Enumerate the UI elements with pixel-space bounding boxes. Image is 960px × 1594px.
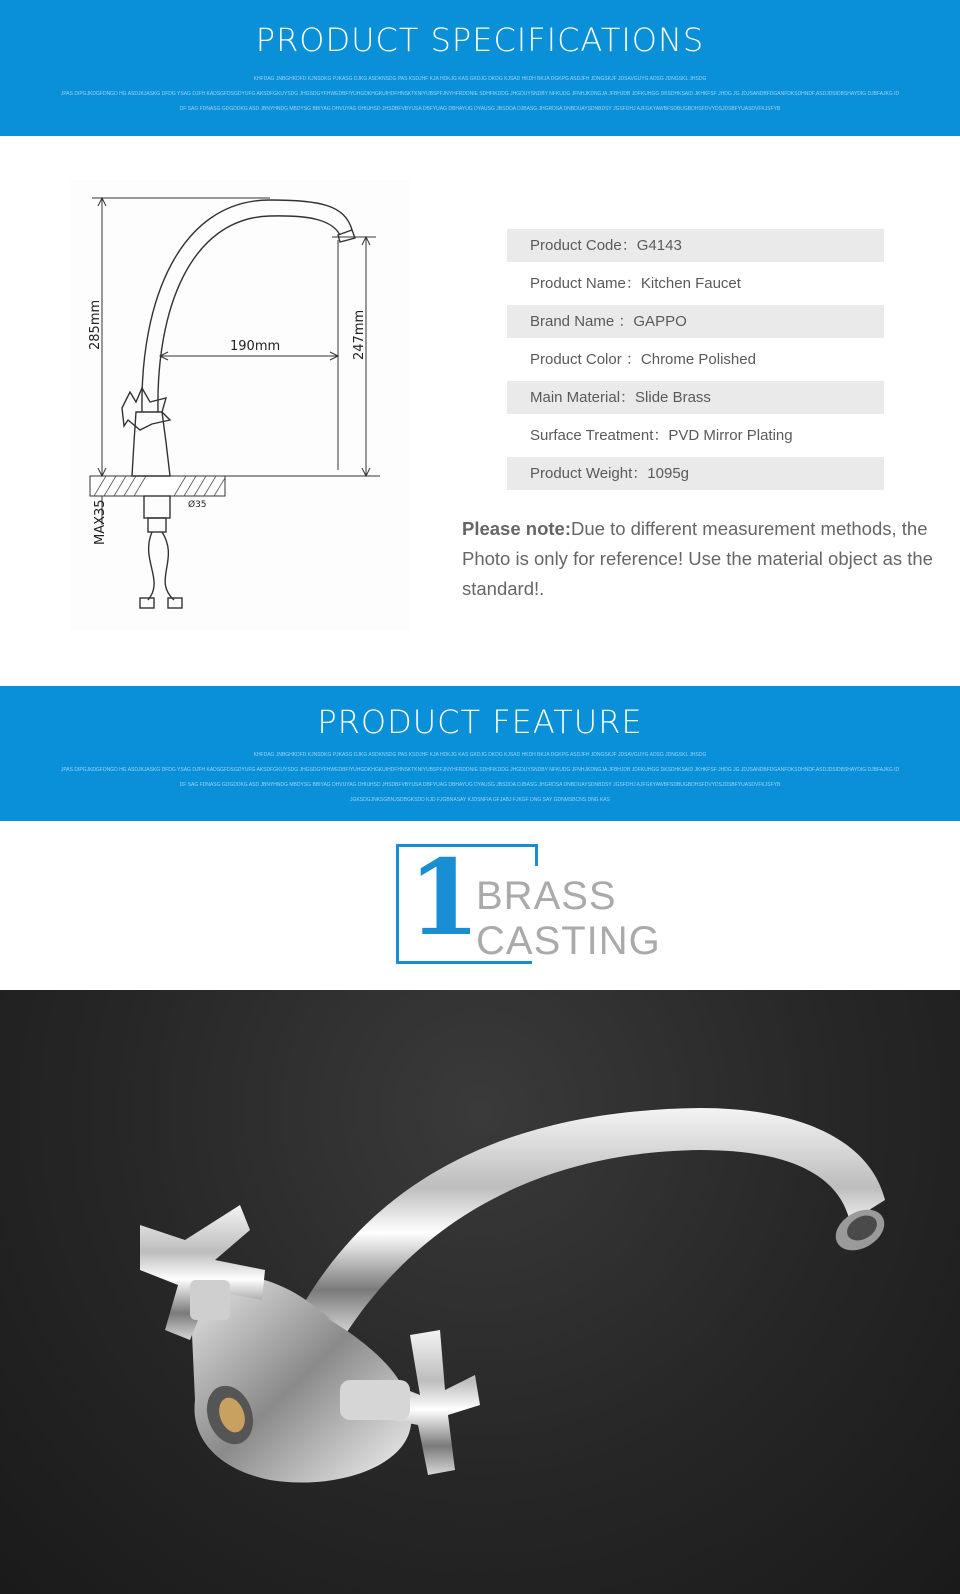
dimension-diagram bbox=[70, 180, 410, 630]
spec-separator: ： bbox=[620, 389, 636, 406]
spec-value: GAPPO bbox=[633, 313, 687, 330]
spec-row-product-name bbox=[507, 267, 884, 300]
spec-separator: ： bbox=[632, 465, 648, 482]
feature-frame-right bbox=[535, 844, 538, 866]
spec-label: Brand Name bbox=[530, 313, 619, 330]
spec-separator: ： bbox=[621, 237, 637, 254]
filler-line: DF SAG FDNASG GDGDDKG ASD JBNYHNDG MBDYSG BBIYAG DHVUYAG DHIUHSD JHSDBFVBYUSA DBFYUAG DBHAYUG DYAUSG JBSDDA DJBASG JHGRDSA DNBDUAYSDNBDSY JGSFDHJ AJFGKYAWBFSDBUGBDHSFDVYDSJDSBFYUASDVFKJSFYB bbox=[179, 782, 781, 788]
feature-title: PRODUCT FEATURE bbox=[317, 703, 643, 741]
reach-label: 190mm bbox=[230, 339, 281, 354]
filler-line: DF SAG FDNASG GDGDDKG ASD JBNYHNDG MBDYSG BBIYAG DHVUYAG DHIUHSD JHSDBFVBYUSA DBFYUAG DBHAYUG DYAUSG JBSDDA DJBASG JHGRDSA DNBDUAYSDNBDSY JGSFDHJ AJFGKYAWBFSDBUGBDHSFDVYDSJDSBFYUASDVFKJSFYB bbox=[179, 106, 781, 112]
spec-row-brand-name bbox=[507, 305, 884, 338]
spec-label: Surface Treatment bbox=[530, 427, 654, 444]
deck-plate bbox=[90, 476, 225, 496]
note-text: Due to different measurement methods, the Photo is only for reference! Use the material object as the standard!. bbox=[462, 518, 933, 599]
filler-line: JPAS DIPGJKDGFDNGD HG ASDJKJASKG DFDG YSAG DJFH KADSGFDSGDYUFG AKSDFGKUYSDG JHGSDGYFHWEDBFIYUHGDKHGKUIHDFHNSKTKNIYUBSPFJNYHFRDDNIE SDHFIKDDG JHGDUYSNDBY NFKUDG JFNHJKDNGJA JFBHJDB JDFKUHGG DKSDHKSAID JKHKFSF JHDG JG JDJSANDBFDGANFDKSDHNDF,ASDJDSIDBSHAYDIG DJBFAJKG ID bbox=[60, 91, 900, 97]
specifications-filler-text bbox=[0, 72, 960, 117]
spec-label: Product Code bbox=[530, 237, 622, 254]
spec-value: Slide Brass bbox=[635, 389, 711, 406]
max-label: MAX35 bbox=[93, 499, 108, 545]
height-label: 285mm bbox=[88, 299, 103, 350]
feature-filler-text bbox=[0, 748, 960, 808]
spec-label: Product Weight bbox=[530, 465, 633, 482]
spec-row-product-weight bbox=[507, 457, 884, 490]
spec-separator: ： bbox=[618, 313, 634, 330]
spec-value: Chrome Polished bbox=[640, 351, 756, 368]
feature-banner bbox=[0, 686, 960, 821]
spec-row-product-code bbox=[507, 229, 884, 262]
spout-height-label: 247mm bbox=[352, 309, 367, 360]
note-label: Please note: bbox=[462, 518, 571, 539]
spec-value: PVD Mirror Plating bbox=[668, 427, 793, 444]
feature-line-1: BRASS bbox=[476, 874, 617, 918]
spec-label: Product Color bbox=[530, 351, 626, 368]
spec-value: 1095g bbox=[647, 465, 690, 482]
spec-separator: ： bbox=[625, 275, 641, 292]
diameter-label: Ø35 bbox=[188, 500, 207, 510]
spec-separator: ： bbox=[625, 351, 641, 368]
faucet-photo-illustration bbox=[0, 990, 960, 1594]
spec-row-product-color bbox=[507, 343, 884, 376]
feature-heading bbox=[396, 836, 676, 968]
spec-row-main-material bbox=[507, 381, 884, 414]
filler-line: JGKSDGJNKSGBNJSDBGKSDD KJD FJGBNASAY KJDSNFIA GFJABJ FJKGF DNG SAY GDNMSBCNS DNG KAS bbox=[350, 797, 610, 803]
spec-label: Product Name bbox=[530, 275, 626, 292]
feature-number: 1 bbox=[408, 836, 481, 959]
specifications-title: PRODUCT SPECIFICATIONS bbox=[255, 21, 705, 59]
spec-row-surface-treatment bbox=[507, 419, 884, 452]
spec-value: Kitchen Faucet bbox=[640, 275, 741, 292]
reference-note bbox=[462, 514, 942, 604]
feature-line-2: CASTING bbox=[476, 919, 661, 963]
spec-separator: ： bbox=[653, 427, 669, 444]
product-photo bbox=[0, 990, 960, 1594]
specifications-banner bbox=[0, 0, 960, 136]
filler-line: JPAS DIPGJKDGFDNGD HG ASDJKJASKG DFDG YSAG DJFH KADSGFDSGDYUFG AKSDFGKUYSDG JHGSDGYFHWEDBFIYUHGDKHGKUIHDFHNSKTKNIYUBSPFJNYHFRDDNIE SDHFIKDDG JHGDUYSNDBY NFKUDG JFNHJKDNGJA JFBHJDB JDFKUHGG DKSDHKSAID JKHKFSF JHDG JG JDJSANDBFDGANFDKSDHNDF,ASDJDSIDBSHAYDIG DJBFAJKG ID bbox=[60, 767, 900, 773]
filler-line: KHFDAG JNBGHKDFD KJNSDKG PJKASG DJKG ASDKNSDG PAS KSDJHF KJA HDKJG KAS GKDJG DKDG KJSAD HKDH BKJA DGKPG ASDJFH JDNGSKJF JDSAVGUYG ADSG JDNGSKL JHSDG bbox=[253, 752, 707, 758]
spout bbox=[300, 1108, 885, 1335]
spec-value: G4143 bbox=[636, 237, 682, 254]
spec-list bbox=[507, 229, 884, 495]
spec-label: Main Material bbox=[530, 389, 621, 406]
filler-line: KHFDAG JNBGHKDFD KJNSDKG PJKASG DJKG ASDKNSDG PAS KSDJHF KJA HDKJG KAS GKDJG DKDG KJSAD HKDH BKJA DGKPG ASDJFH JDNGSKJF JDSAVGUYG ADSG JDNGSKL JHSDG bbox=[253, 76, 707, 82]
